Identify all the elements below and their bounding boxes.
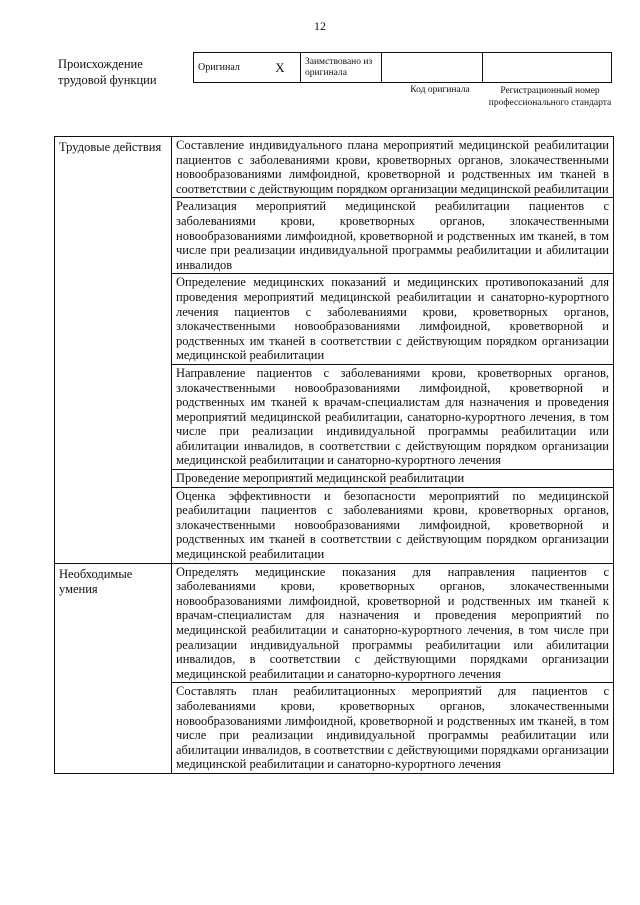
skill-item: Определять медицинские показания для направления пациентов с заболеваниями крови, кроветворных органов, злокачественными новообразованиями лимфоидной, кроветворной и родственных им тканей к врачам-специалистам для назначения и проведения мероприятий по медицинской реабилитации и санаторно-курортного лечения, в том числе при реализации индивидуальной программы реабилитации или абилитации инвалидов, в соответствии с действующими порядками организации медицинской реабилитации и санаторно-курортного лечения (172, 563, 614, 683)
code-caption: Код оригинала (410, 85, 470, 95)
original-label: Оригинал (194, 53, 261, 83)
origin-label: Происхождение трудовой функции (58, 57, 157, 87)
action-item: Составление индивидуального плана мероприятий медицинской реабилитации пациентов с заболеваниями крови, кроветворных органов, злокачественными новообразованиями лимфоидной, кроветворной и родственных им тканей в соответствии с действующим порядком организации медицинской реабилитации (172, 137, 614, 198)
registration-number-cell (483, 53, 612, 83)
section-label-skills: Необходимые умения (55, 563, 172, 773)
borrowed-label: Заимствовано из оригинала (301, 53, 382, 83)
action-item: Проведение мероприятий медицинской реабилитации (172, 470, 614, 488)
original-mark: X (260, 53, 301, 83)
action-item: Реализация мероприятий медицинской реабилитации пациентов с заболеваниями крови, кроветворных органов, злокачественными новообразованиями лимфоидной, кроветворной и родственных им тканей, в том числе при реализации индивидуальной программы реабилитации и абилитации инвалидов (172, 198, 614, 274)
section-label-actions: Трудовые действия (55, 137, 172, 564)
origin-table (193, 52, 612, 83)
functions-table (54, 136, 614, 774)
action-item: Определение медицинских показаний и медицинских противопоказаний для проведения мероприятий медицинской реабилитации и санаторно-курортного лечения пациентов с заболеваниями крови, кроветворных органов, злокачественными новообразованиями лимфоидной, кроветворной и родственных им тканей в соответствии с действующим порядком организации медицинской реабилитации (172, 274, 614, 365)
skill-item: Составлять план реабилитационных мероприятий для пациентов с заболеваниями крови, кроветворных органов, злокачественными новообразованиями лимфоидной, кроветворной и родственных им тканей, в том числе при реализации индивидуальной программы реабилитации или абилитации инвалидов, в соответствии с действующими порядками организации медицинской реабилитации и санаторно-курортного лечения (172, 683, 614, 774)
page-number: 12 (314, 19, 326, 33)
action-item: Направление пациентов с заболеваниями крови, кроветворных органов, злокачественными новообразованиями лимфоидной, кроветворной и родственных им тканей к врачам-специалистам для назначения и проведения мероприятий медицинской реабилитации, санаторно-курортного лечения, в том числе при реализации индивидуальной программы реабилитации или абилитации инвалидов, в соответствии с действующим порядком организации медицинской реабилитации и санаторно-курортного лечения (172, 364, 614, 469)
action-item: Оценка эффективности и безопасности мероприятий по медицинской реабилитации пациентов с заболеваниями крови, кроветворных органов, злокачественными новообразованиями лимфоидной, кроветворной и родственных им тканей в соответствии с действующим порядком организации медицинской реабилитации (172, 487, 614, 563)
original-code-cell (382, 53, 483, 83)
registration-caption: Регистрационный номер профессионального стандарта (488, 86, 612, 108)
table-row (55, 563, 614, 683)
table-row (55, 137, 614, 198)
